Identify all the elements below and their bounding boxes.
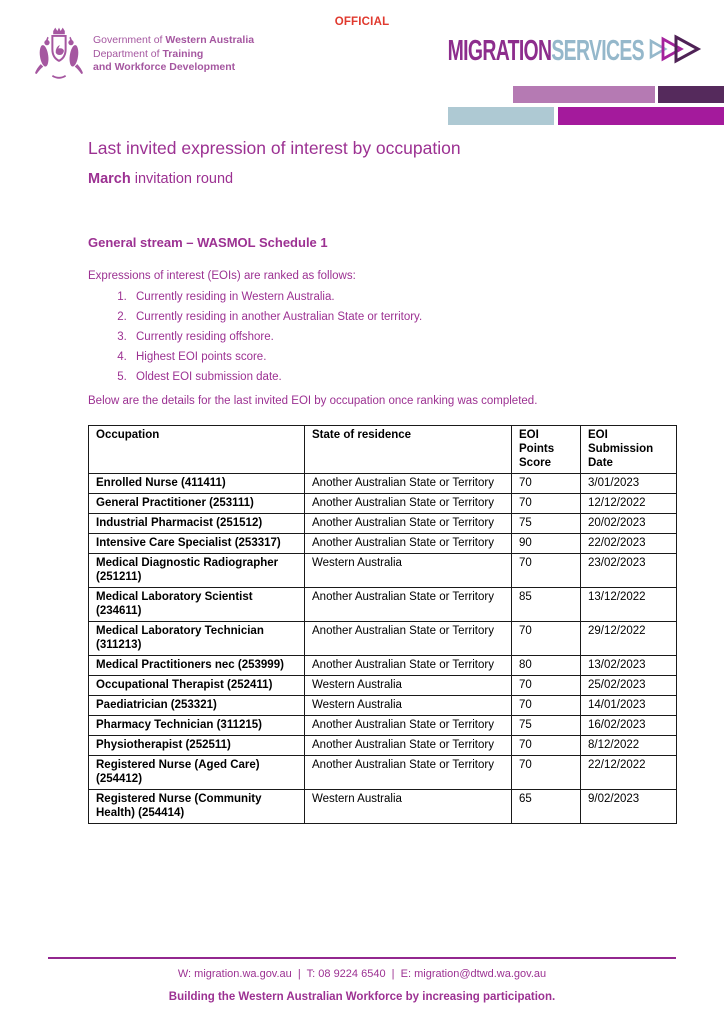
decorative-bar-mauve xyxy=(513,86,655,103)
occupation-cell: Paediatrician (253321) xyxy=(89,696,305,716)
date-cell: 14/01/2023 xyxy=(581,696,677,716)
occupation-cell: Medical Laboratory Technician (311213) xyxy=(89,622,305,656)
date-cell: 13/02/2023 xyxy=(581,656,677,676)
state-cell: Another Australian State or Territory xyxy=(305,756,512,790)
table-row xyxy=(89,756,677,790)
table-header-row xyxy=(89,426,677,474)
table-row xyxy=(89,494,677,514)
state-cell: Another Australian State or Territory xyxy=(305,534,512,554)
occupation-cell: Pharmacy Technician (311215) xyxy=(89,716,305,736)
date-cell: 13/12/2022 xyxy=(581,588,677,622)
state-cell: Another Australian State or Territory xyxy=(305,622,512,656)
gov-line3: and Workforce Development xyxy=(93,61,236,73)
state-cell: Western Australia xyxy=(305,676,512,696)
points-cell: 70 xyxy=(512,696,581,716)
logo-services-text: SERVICES xyxy=(551,35,644,67)
date-cell: 8/12/2022 xyxy=(581,736,677,756)
ranking-item: 2. Currently residing in another Australian State or territory. xyxy=(130,310,676,324)
table-row xyxy=(89,716,677,736)
points-cell: 70 xyxy=(512,736,581,756)
gov-line1: Government of Western Australia xyxy=(93,34,255,46)
state-cell: Western Australia xyxy=(305,554,512,588)
migration-services-wordmark xyxy=(448,37,644,66)
wa-coat-of-arms-icon xyxy=(34,26,84,84)
state-cell: Western Australia xyxy=(305,790,512,824)
date-cell: 29/12/2022 xyxy=(581,622,677,656)
migration-services-logo xyxy=(351,34,710,69)
intro-text: Expressions of interest (EOIs) are ranked as follows: xyxy=(88,270,356,283)
occupation-cell: Intensive Care Specialist (253317) xyxy=(89,534,305,554)
occupation-cell: Enrolled Nurse (411411) xyxy=(89,474,305,494)
points-cell: 75 xyxy=(512,716,581,736)
col-header-date: EOI Submission Date xyxy=(581,426,677,474)
state-cell: Another Australian State or Territory xyxy=(305,514,512,534)
date-cell: 22/02/2023 xyxy=(581,534,677,554)
occupation-cell: Industrial Pharmacist (251512) xyxy=(89,514,305,534)
state-cell: Another Australian State or Territory xyxy=(305,716,512,736)
date-cell: 16/02/2023 xyxy=(581,716,677,736)
date-cell: 12/12/2022 xyxy=(581,494,677,514)
state-cell: Another Australian State or Territory xyxy=(305,736,512,756)
table-row xyxy=(89,474,677,494)
footer-contact: W: migration.wa.gov.au | T: 08 9224 6540 | E: migration@dtwd.wa.gov.au xyxy=(177,968,547,980)
points-cell: 70 xyxy=(512,676,581,696)
table-row xyxy=(89,514,677,534)
section-heading: General stream – WASMOL Schedule 1 xyxy=(88,235,328,250)
ranking-item: 4. Highest EOI points score. xyxy=(130,350,676,364)
col-header-occupation: Occupation xyxy=(89,426,305,474)
table-body xyxy=(89,474,677,824)
ranking-item: 5. Oldest EOI submission date. xyxy=(130,370,676,384)
government-brand-text xyxy=(93,26,254,75)
date-cell: 23/02/2023 xyxy=(581,554,677,588)
table-row xyxy=(89,588,677,622)
table-row xyxy=(89,736,677,756)
points-cell: 85 xyxy=(512,588,581,622)
decorative-bar-magenta xyxy=(558,107,724,125)
table-row xyxy=(89,656,677,676)
occupation-cell: Registered Nurse (Community Health) (254414) xyxy=(89,790,305,824)
footer-tagline: Building the Western Australian Workforce by increasing participation. xyxy=(168,991,556,1003)
below-text: Below are the details for the last invited EOI by occupation once ranking was completed. xyxy=(88,395,538,408)
table-row xyxy=(89,534,677,554)
occupation-cell: Medical Diagnostic Radiographer (251211) xyxy=(89,554,305,588)
ranking-item: 3. Currently residing offshore. xyxy=(130,330,676,344)
state-cell: Another Australian State or Territory xyxy=(305,474,512,494)
table-row xyxy=(89,554,677,588)
occupation-cell: Medical Practitioners nec (253999) xyxy=(89,656,305,676)
eoi-table xyxy=(88,425,677,824)
footer-divider xyxy=(48,957,676,959)
document-content xyxy=(88,138,676,824)
state-cell: Another Australian State or Territory xyxy=(305,588,512,622)
chevrons-icon xyxy=(648,34,710,69)
logo-migration-text: MIGRATION xyxy=(447,35,552,67)
col-header-state: State of residence xyxy=(305,426,512,474)
page-subtitle: March invitation round xyxy=(88,170,234,187)
date-cell: 25/02/2023 xyxy=(581,676,677,696)
occupation-cell: Occupational Therapist (252411) xyxy=(89,676,305,696)
state-cell: Western Australia xyxy=(305,696,512,716)
points-cell: 70 xyxy=(512,554,581,588)
table-row xyxy=(89,696,677,716)
date-cell: 22/12/2022 xyxy=(581,756,677,790)
occupation-cell: Registered Nurse (Aged Care) (254412) xyxy=(89,756,305,790)
ranking-list xyxy=(88,290,676,384)
points-cell: 70 xyxy=(512,622,581,656)
date-cell: 3/01/2023 xyxy=(581,474,677,494)
points-cell: 70 xyxy=(512,756,581,790)
occupation-cell: General Practitioner (253111) xyxy=(89,494,305,514)
points-cell: 80 xyxy=(512,656,581,676)
gov-line2: Department of Training xyxy=(93,47,204,60)
decorative-bar-dark-purple xyxy=(658,86,724,103)
table-row xyxy=(89,790,677,824)
occupation-cell: Physiotherapist (252511) xyxy=(89,736,305,756)
table-row xyxy=(89,676,677,696)
points-cell: 75 xyxy=(512,514,581,534)
points-cell: 90 xyxy=(512,534,581,554)
date-cell: 20/02/2023 xyxy=(581,514,677,534)
col-header-points: EOI Points Score xyxy=(512,426,581,474)
state-cell: Another Australian State or Territory xyxy=(305,656,512,676)
points-cell: 70 xyxy=(512,474,581,494)
ranking-item: 1. Currently residing in Western Australia. xyxy=(130,290,676,304)
points-cell: 70 xyxy=(512,494,581,514)
page-title: Last invited expression of interest by occupation xyxy=(88,138,461,158)
points-cell: 65 xyxy=(512,790,581,824)
table-row xyxy=(89,622,677,656)
government-brand xyxy=(34,26,254,84)
decorative-bar-light-blue xyxy=(448,107,554,125)
occupation-cell: Medical Laboratory Scientist (234611) xyxy=(89,588,305,622)
date-cell: 9/02/2023 xyxy=(581,790,677,824)
state-cell: Another Australian State or Territory xyxy=(305,494,512,514)
official-classification-label: OFFICIAL xyxy=(334,16,390,28)
